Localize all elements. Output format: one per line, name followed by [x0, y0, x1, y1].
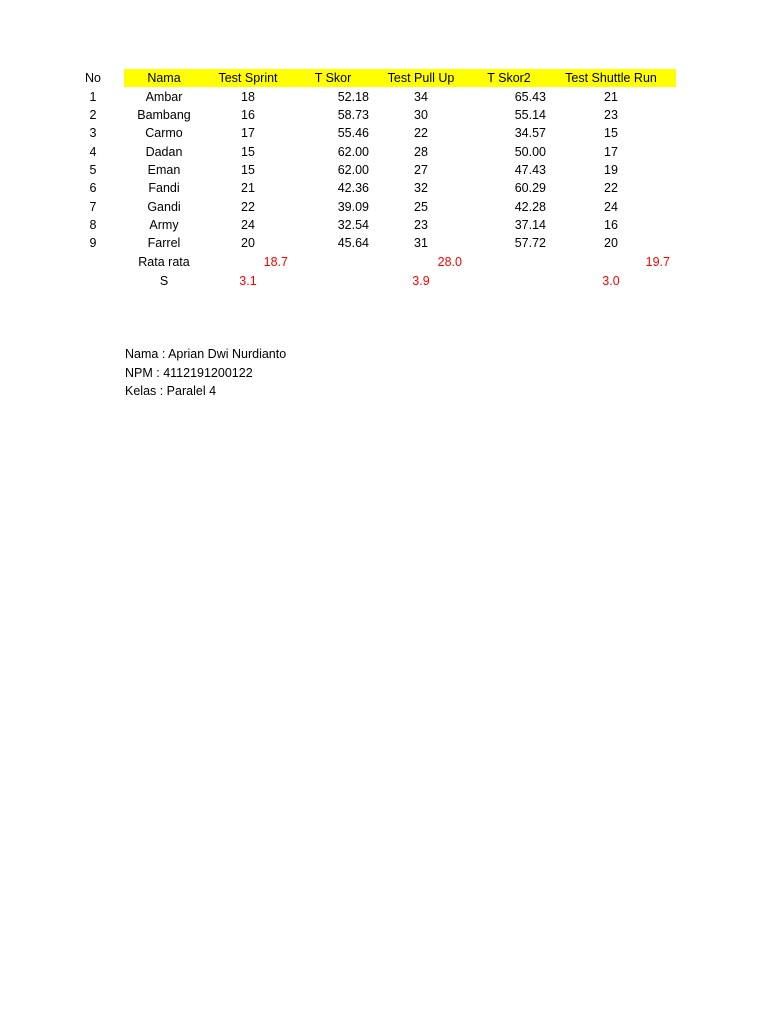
cell-test-pull-up: 23 [414, 218, 428, 232]
header-nama: Nama [147, 71, 181, 85]
cell-t-skor2: 55.14 [514, 108, 546, 122]
cell-t-skor2: 37.14 [514, 218, 546, 232]
table-row [0, 198, 768, 216]
table-row [0, 88, 768, 106]
cell-t-skor: 55.46 [337, 126, 369, 140]
cell-test-shuttle-run: 22 [604, 181, 618, 195]
mean-sprint-value: 18.7 [263, 255, 288, 269]
mean-shuttle-run-value: 19.7 [645, 255, 670, 269]
cell-t-skor2: 47.43 [514, 163, 546, 177]
cell-t-skor: 42.36 [337, 181, 369, 195]
cell-test-shuttle-run: 19 [604, 163, 618, 177]
table-row [0, 234, 768, 252]
cell-t-skor2: 57.72 [514, 236, 546, 250]
cell-test-sprint: 18 [241, 89, 255, 104]
cell-test-pull-up: 25 [414, 199, 428, 214]
cell-nama: Fandi [148, 181, 180, 195]
cell-test-sprint: 15 [241, 144, 255, 159]
table-row [0, 143, 768, 161]
cell-test-shuttle-run: 16 [604, 218, 618, 232]
cell-t-skor: 39.09 [337, 199, 369, 214]
cell-t-skor2: 34.57 [514, 126, 546, 140]
cell-test-shuttle-run: 17 [604, 144, 618, 159]
cell-t-skor2: 42.28 [514, 199, 546, 214]
header-test-pull-up: Test Pull Up [387, 71, 455, 85]
student-name: Nama : Aprian Dwi Nurdianto [125, 347, 287, 361]
header-test-shuttle-run: Test Shuttle Run [565, 71, 657, 85]
cell-no: 3 [89, 126, 97, 140]
mean-label: Rata rata [138, 255, 190, 269]
cell-nama: Bambang [137, 108, 191, 122]
sd-row [0, 272, 768, 290]
header-test-sprint: Test Sprint [218, 71, 278, 85]
cell-test-pull-up: 27 [414, 163, 428, 177]
cell-test-sprint: 16 [241, 108, 255, 122]
student-class: Kelas : Paralel 4 [125, 384, 217, 398]
cell-t-skor: 45.64 [337, 236, 369, 250]
table-row [0, 216, 768, 234]
sd-shuttle-run-value: 3.0 [602, 273, 620, 288]
mean-row [0, 253, 768, 271]
cell-test-shuttle-run: 20 [604, 236, 618, 250]
cell-t-skor2: 50.00 [514, 144, 546, 159]
sd-sprint-value: 3.1 [239, 273, 257, 288]
cell-t-skor2: 65.43 [514, 89, 546, 104]
cell-nama: Eman [147, 163, 181, 177]
cell-nama: Ambar [145, 89, 183, 104]
cell-nama: Farrel [147, 236, 181, 250]
cell-t-skor: 52.18 [337, 89, 369, 104]
cell-no: 8 [89, 218, 97, 232]
cell-no: 9 [89, 236, 97, 250]
cell-test-shuttle-run: 23 [604, 108, 618, 122]
cell-t-skor: 58.73 [337, 108, 369, 122]
mean-pull-up-value: 28.0 [437, 255, 462, 269]
table-row [0, 106, 768, 124]
cell-t-skor: 32.54 [337, 218, 369, 232]
cell-test-pull-up: 32 [414, 181, 428, 195]
cell-test-pull-up: 34 [414, 89, 428, 104]
cell-t-skor: 62.00 [337, 144, 369, 159]
cell-test-sprint: 15 [241, 163, 255, 177]
cell-no: 7 [89, 199, 97, 214]
cell-no: 5 [89, 163, 97, 177]
table-row [0, 124, 768, 142]
cell-test-sprint: 20 [241, 236, 255, 250]
cell-test-sprint: 21 [241, 181, 255, 195]
header-row [0, 69, 768, 87]
header-t-skor: T Skor [314, 71, 352, 85]
cell-test-pull-up: 28 [414, 144, 428, 159]
cell-test-pull-up: 31 [414, 236, 428, 250]
cell-no: 6 [89, 181, 97, 195]
cell-test-shuttle-run: 24 [604, 199, 618, 214]
cell-test-pull-up: 30 [414, 108, 428, 122]
cell-test-pull-up: 22 [414, 126, 428, 140]
cell-test-shuttle-run: 15 [604, 126, 618, 140]
cell-nama: Army [149, 218, 179, 232]
cell-test-sprint: 17 [241, 126, 255, 140]
cell-t-skor: 62.00 [337, 163, 369, 177]
cell-no: 2 [89, 108, 97, 122]
cell-no: 4 [89, 144, 97, 159]
table-row [0, 179, 768, 197]
cell-test-sprint: 22 [241, 199, 255, 214]
sd-pull-up-value: 3.9 [412, 273, 430, 288]
header-no: No [85, 71, 101, 85]
cell-test-shuttle-run: 21 [604, 89, 618, 104]
cell-nama: Carmo [145, 126, 183, 140]
sd-label: S [159, 273, 169, 288]
cell-nama: Gandi [147, 199, 181, 214]
cell-no: 1 [89, 89, 97, 104]
cell-t-skor2: 60.29 [514, 181, 546, 195]
student-npm: NPM : 4112191200122 [125, 365, 253, 380]
header-t-skor2: T Skor2 [487, 71, 531, 85]
cell-nama: Dadan [145, 144, 183, 159]
table-row [0, 161, 768, 179]
cell-test-sprint: 24 [241, 218, 255, 232]
